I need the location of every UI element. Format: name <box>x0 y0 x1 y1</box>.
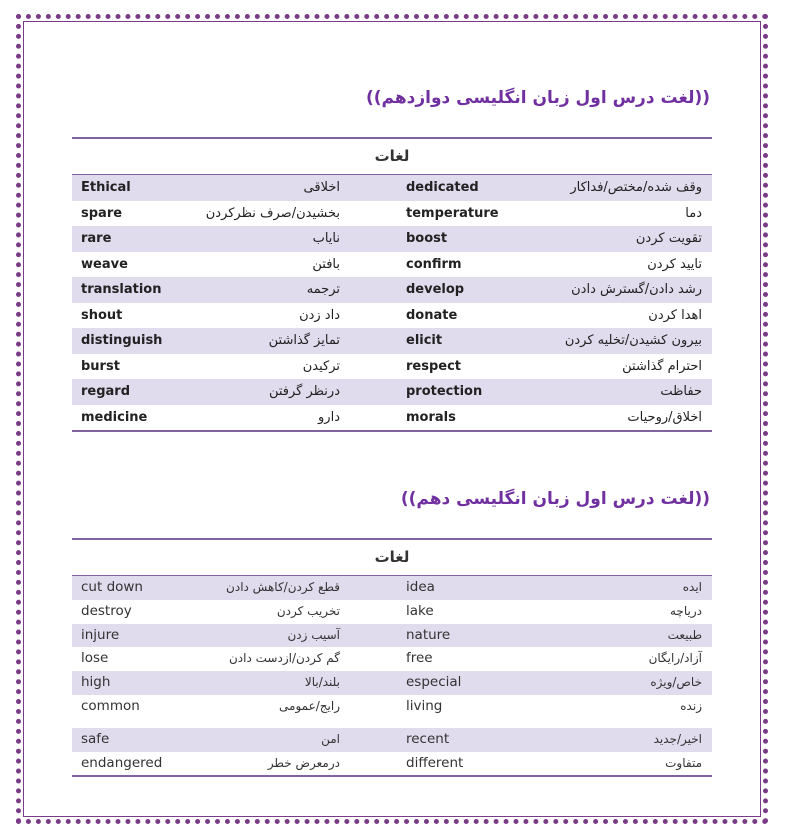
english-word: common <box>81 697 140 714</box>
persian-meaning: رشد دادن/گسترش دادن <box>571 282 702 297</box>
persian-meaning: آزاد/رایگان <box>648 651 702 666</box>
english-word: lake <box>406 602 434 619</box>
persian-meaning: طبیعت <box>667 627 702 642</box>
persian-meaning: تمایز گذاشتن <box>268 333 340 348</box>
english-word: lose <box>81 650 109 667</box>
english-word: dedicated <box>406 180 479 195</box>
persian-meaning: درمعرض خطر <box>267 755 340 770</box>
english-word: free <box>406 650 433 667</box>
persian-meaning: اهدا کردن <box>648 307 702 323</box>
english-word: elicit <box>406 333 443 348</box>
persian-meaning: تخریب کردن <box>276 603 340 618</box>
english-word: develop <box>406 282 465 297</box>
table-header: لغات <box>72 540 712 576</box>
english-word: endangered <box>81 754 163 771</box>
persian-meaning: ترکیدن <box>302 358 340 374</box>
table-row <box>72 624 712 648</box>
persian-meaning: داد زدن <box>299 307 340 323</box>
english-word: respect <box>406 358 462 374</box>
persian-meaning: قطع کردن/کاهش دادن <box>226 580 340 594</box>
persian-meaning: دما <box>685 205 702 221</box>
english-word: donate <box>406 307 458 323</box>
table-row <box>72 695 712 719</box>
table-row <box>72 405 712 431</box>
english-word: weave <box>81 256 128 272</box>
english-word: Ethical <box>81 180 131 195</box>
english-word: temperature <box>406 205 499 221</box>
table-header: لغات <box>72 139 712 175</box>
english-word: especial <box>406 674 462 691</box>
persian-meaning: نایاب <box>312 231 340 246</box>
table-row <box>72 728 712 752</box>
persian-meaning: متفاوت <box>665 755 702 770</box>
english-word: regard <box>81 384 131 399</box>
persian-meaning: امن <box>321 731 340 746</box>
persian-meaning: دارو <box>318 409 340 425</box>
english-word: spare <box>81 205 123 221</box>
persian-meaning: ایده <box>682 580 702 594</box>
english-word: translation <box>81 282 162 297</box>
english-word: recent <box>406 730 450 747</box>
persian-meaning: تایید کردن <box>647 256 702 272</box>
persian-meaning: احترام گذاشتن <box>622 358 702 374</box>
persian-meaning: وقف شده/مختص/فداکار <box>570 180 702 195</box>
table-row <box>72 354 712 380</box>
persian-meaning: زنده <box>680 698 702 713</box>
english-word: rare <box>81 231 112 246</box>
table-row <box>72 576 712 600</box>
english-word: morals <box>406 409 456 425</box>
vocab-table-10th <box>72 538 712 777</box>
english-word: safe <box>81 730 110 747</box>
table-row <box>72 201 712 227</box>
vocab-table-12th <box>72 137 712 432</box>
table-row <box>72 303 712 329</box>
persian-meaning: بخشیدن/صرف نظرکردن <box>205 205 340 221</box>
table-row <box>72 226 712 252</box>
persian-meaning: تقویت کردن <box>635 231 702 246</box>
english-word: boost <box>406 231 448 246</box>
english-word: different <box>406 754 464 771</box>
section-title-12th: ((لغت درس اول زبان انگلیسی دوازدهم)) <box>365 88 710 108</box>
table-row <box>72 647 712 671</box>
table-row <box>72 252 712 278</box>
persian-meaning: آسیب زدن <box>287 627 340 642</box>
english-word: living <box>406 697 443 714</box>
english-word: destroy <box>81 602 132 619</box>
persian-meaning: اخلاق/روحیات <box>627 409 702 425</box>
table-row <box>72 175 712 201</box>
section-title-10th: ((لغت درس اول زبان انگلیسی دهم)) <box>400 489 710 509</box>
table-row <box>72 600 712 624</box>
persian-meaning: اخیر/جدید <box>653 731 702 746</box>
persian-meaning: اخلاقی <box>303 180 340 195</box>
persian-meaning: خاص/ویژه <box>650 675 702 690</box>
persian-meaning: گم کردن/ازدست دادن <box>228 651 340 666</box>
table-row <box>72 671 712 695</box>
table-row <box>72 379 712 405</box>
english-word: medicine <box>81 409 148 425</box>
persian-meaning: حفاظت <box>660 384 702 399</box>
english-word: distinguish <box>81 333 163 348</box>
table-row <box>72 752 712 776</box>
persian-meaning: دریاچه <box>670 603 702 618</box>
persian-meaning: بیرون کشیدن/تخلیه کردن <box>564 333 702 348</box>
english-word: confirm <box>406 256 462 272</box>
english-word: protection <box>406 384 483 399</box>
english-word: nature <box>406 626 451 643</box>
persian-meaning: بافتن <box>312 256 340 272</box>
persian-meaning: ترجمه <box>306 282 340 297</box>
table-row <box>72 277 712 303</box>
english-word: cut down <box>81 579 143 595</box>
english-word: idea <box>406 579 435 595</box>
persian-meaning: درنظر گرفتن <box>268 384 340 399</box>
row-gap <box>72 719 712 728</box>
persian-meaning: بلند/بالا <box>304 675 340 690</box>
english-word: shout <box>81 307 123 323</box>
english-word: burst <box>81 358 120 374</box>
table-row <box>72 328 712 354</box>
english-word: high <box>81 674 111 691</box>
english-word: injure <box>81 626 120 643</box>
persian-meaning: رایج/عمومی <box>279 698 340 713</box>
